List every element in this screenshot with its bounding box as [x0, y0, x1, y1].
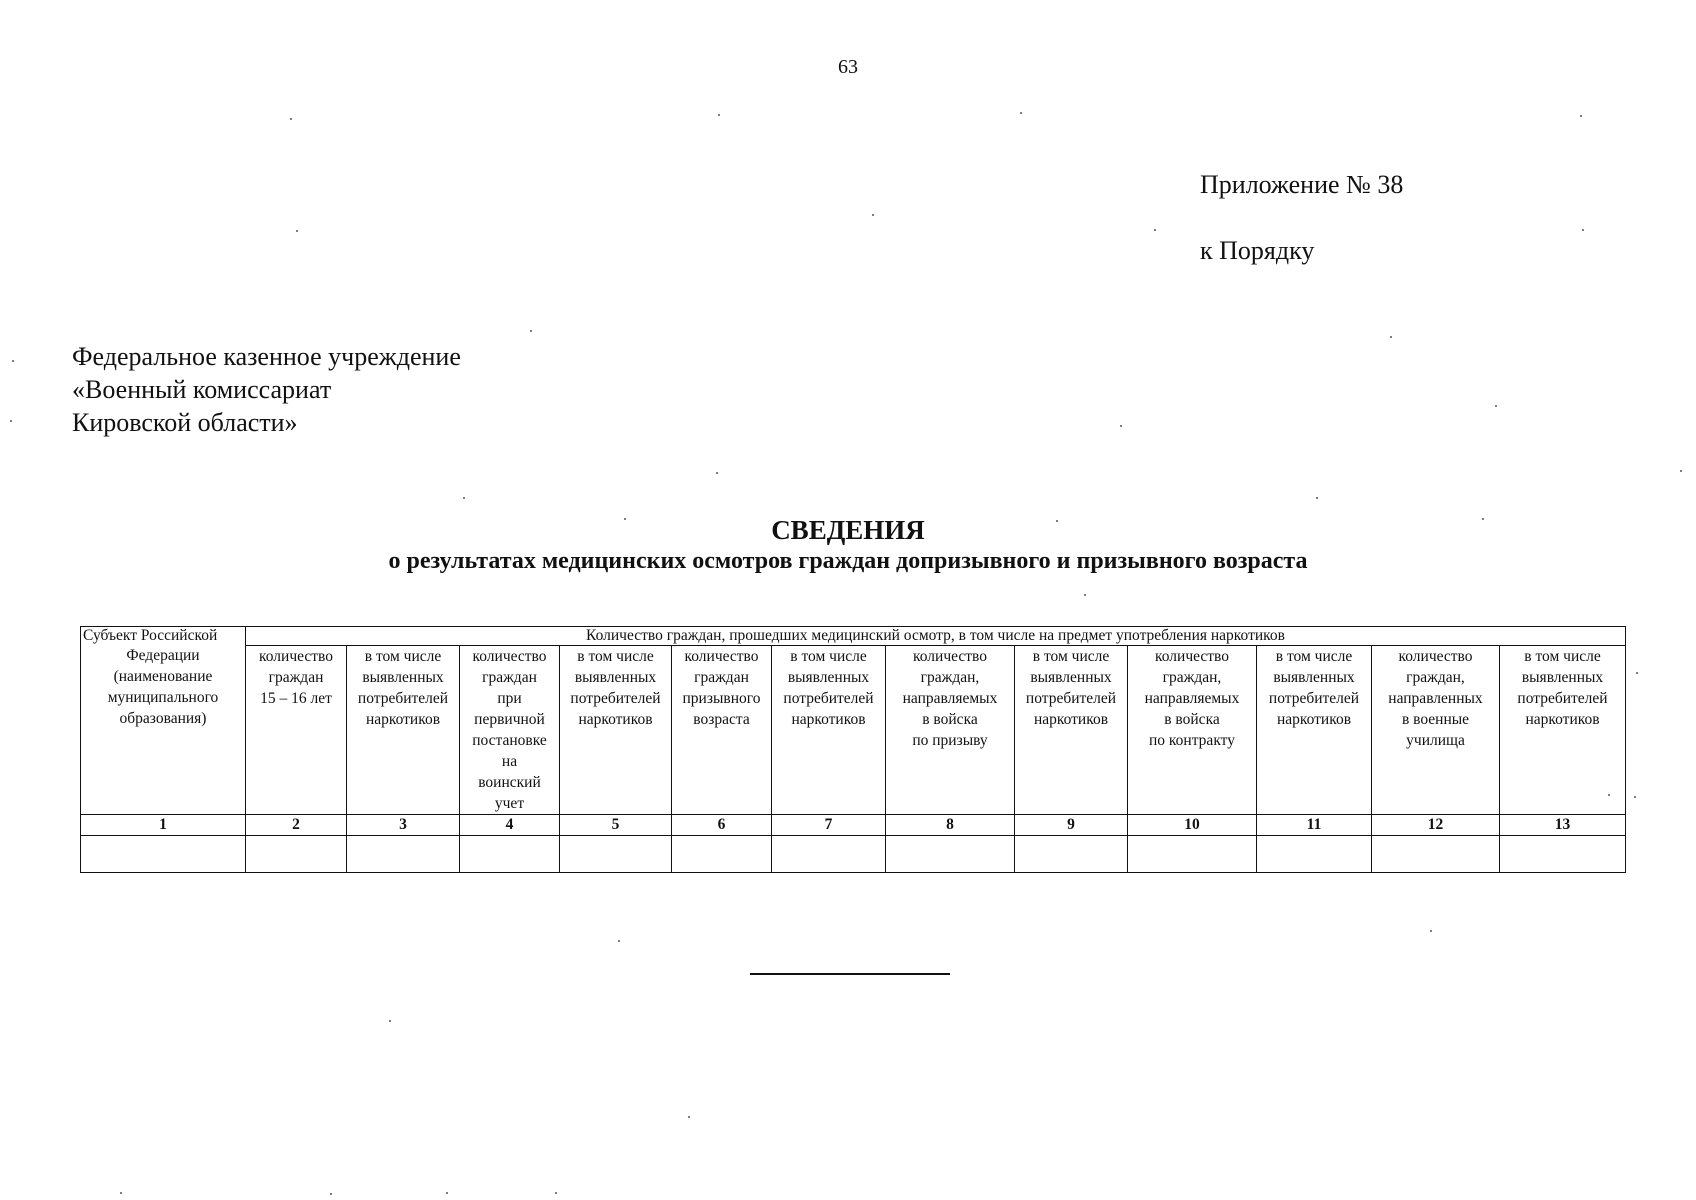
- column-header-text: в том числе выявленных потребителей наркотиков: [357, 648, 449, 728]
- column-number: 4: [460, 815, 560, 836]
- scan-speck: [624, 518, 626, 520]
- scan-speck: [1680, 470, 1682, 472]
- column-number-row: [81, 815, 1626, 836]
- scan-speck: [330, 1193, 332, 1195]
- report-table: [80, 626, 1626, 873]
- column-header-11: [1257, 646, 1372, 815]
- page-number: 63: [838, 56, 858, 78]
- column-header-6: [672, 646, 772, 815]
- column-header-text: в том числе выявленных потребителей наркотиков: [570, 648, 661, 728]
- column-header-text: в том числе выявленных потребителей наркотиков: [1517, 648, 1608, 728]
- column-header-text: количество граждан, направляемых в войска по призыву: [902, 648, 998, 749]
- organization-block: [72, 340, 461, 439]
- scan-speck: [1390, 336, 1392, 338]
- column-header-10: [1128, 646, 1257, 815]
- scan-speck: [1495, 405, 1497, 407]
- empty-cell: [1500, 836, 1626, 873]
- column-number: 3: [347, 815, 460, 836]
- empty-cell: [672, 836, 772, 873]
- column-header-text: в том числе выявленных потребителей наркотиков: [1025, 648, 1117, 728]
- column-number: 6: [672, 815, 772, 836]
- column-header-text: количество граждан, направляемых в войска по контракту: [1144, 648, 1240, 749]
- column-header-7: [772, 646, 886, 815]
- column-number: 1: [81, 815, 246, 836]
- scan-speck: [10, 420, 12, 422]
- scan-speck: [1120, 425, 1122, 427]
- organization-line-1: Федеральное казенное учреждение: [72, 342, 461, 371]
- scan-speck: [872, 214, 874, 216]
- column-header-9: [1015, 646, 1128, 815]
- document-subtitle: о результатах медицинских осмотров граждан допризывного и призывного возраста: [388, 548, 1308, 574]
- column-header-2: [246, 646, 347, 815]
- column-header-13: [1500, 646, 1626, 815]
- column-header-4: [460, 646, 560, 815]
- column-number: 11: [1257, 815, 1372, 836]
- organization-line-3: Кировской области»: [72, 408, 298, 437]
- column-number: 9: [1015, 815, 1128, 836]
- scan-speck: [389, 1020, 391, 1022]
- subject-header-first-line: Субъект Российской: [83, 627, 218, 644]
- column-number: 7: [772, 815, 886, 836]
- empty-cell: [81, 836, 246, 873]
- scan-speck: [1020, 112, 1022, 114]
- column-header-text: количество граждан призывного возраста: [682, 648, 761, 728]
- empty-cell: [772, 836, 886, 873]
- column-number: 13: [1500, 815, 1626, 836]
- column-number: 10: [1128, 815, 1257, 836]
- column-number: 5: [560, 815, 672, 836]
- group-header: Количество граждан, прошедших медицинский осмотр, в том числе на предмет употребления наркотиков: [246, 627, 1626, 646]
- column-header-text: количество граждан 15 – 16 лет: [259, 648, 333, 707]
- scan-speck: [120, 1192, 122, 1194]
- scan-speck: [530, 330, 532, 332]
- scan-speck: [1316, 497, 1318, 499]
- column-number: 2: [246, 815, 347, 836]
- empty-cell: [1257, 836, 1372, 873]
- appendix-reference: к Порядку: [1200, 236, 1315, 265]
- column-header-5: [560, 646, 672, 815]
- column-header-text: количество граждан при первичной постановке на воинский учет: [472, 648, 547, 812]
- scan-speck: [1430, 930, 1432, 932]
- empty-cell: [246, 836, 347, 873]
- empty-cell: [1015, 836, 1128, 873]
- scan-speck: [1580, 115, 1582, 117]
- subject-header-rest: Федерации (наименование муниципального образования): [107, 647, 219, 727]
- scan-speck: [290, 118, 292, 120]
- scan-speck: [446, 1192, 448, 1194]
- scan-speck: [1636, 672, 1638, 674]
- scan-speck: [718, 114, 720, 116]
- empty-cell: [1128, 836, 1257, 873]
- separator-line: [750, 973, 950, 975]
- empty-cell: [1372, 836, 1500, 873]
- scan-speck: [716, 472, 718, 474]
- empty-cell: [347, 836, 460, 873]
- column-header-3: [347, 646, 460, 815]
- appendix-number: Приложение № 38: [1200, 170, 1404, 199]
- empty-cell: [460, 836, 560, 873]
- column-header-text: в том числе выявленных потребителей наркотиков: [1268, 648, 1360, 728]
- scan-speck: [12, 360, 14, 362]
- scan-speck: [1084, 594, 1086, 596]
- scan-speck: [618, 940, 620, 942]
- document-title: СВЕДЕНИЯ: [771, 515, 925, 545]
- scan-speck: [1482, 518, 1484, 520]
- subject-header: [81, 627, 246, 815]
- scan-speck: [688, 1116, 690, 1118]
- scan-speck: [1608, 794, 1610, 796]
- scan-speck: [1582, 229, 1584, 231]
- column-number: 12: [1372, 815, 1500, 836]
- empty-cell: [560, 836, 672, 873]
- column-header-8: [886, 646, 1015, 815]
- scan-speck: [1634, 796, 1636, 798]
- scan-speck: [1154, 229, 1156, 231]
- scan-speck: [296, 230, 298, 232]
- empty-cell: [886, 836, 1015, 873]
- column-header-text: количество граждан, направленных в военные училища: [1388, 648, 1483, 749]
- table-row: [81, 836, 1626, 873]
- column-header-text: в том числе выявленных потребителей наркотиков: [783, 648, 874, 728]
- column-header-12: [1372, 646, 1500, 815]
- scan-speck: [555, 1192, 557, 1194]
- organization-line-2: «Военный комиссариат: [72, 375, 332, 404]
- scan-speck: [463, 497, 465, 499]
- scan-speck: [1056, 520, 1058, 522]
- column-number: 8: [886, 815, 1015, 836]
